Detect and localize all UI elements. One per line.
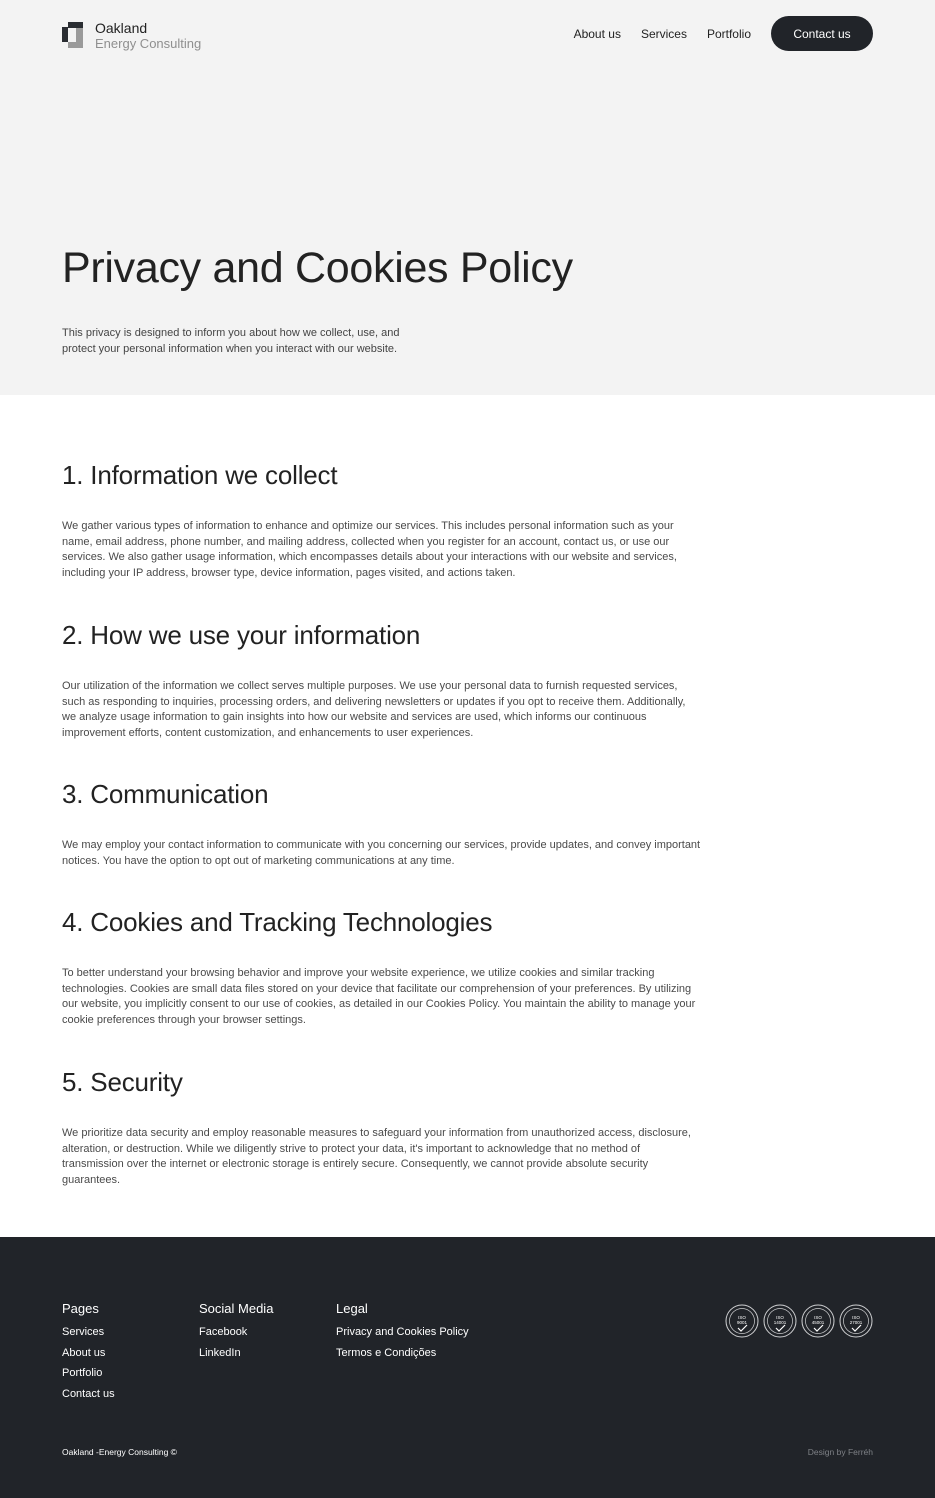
nav-portfolio[interactable]: Portfolio <box>706 26 751 41</box>
contact-us-button[interactable]: Contact us <box>771 16 873 51</box>
hero-section <box>0 0 935 395</box>
main-nav <box>574 16 873 51</box>
certification-badges <box>721 1304 873 1338</box>
footer-social-title: Social Media <box>199 1301 274 1316</box>
brand-name-line2: Energy Consulting <box>95 36 202 51</box>
section-body: To better understand your browsing behavior and improve your website experience, we utilize cookies and similar tracking technologies. Cookies are small data files stored on your device that facilitate our comprehension of your preferences. By utilizing our website, you implicitly consent to our use of cookies, as detailed in our Cookies Policy. You maintain the ability to manage your cookie preferences through your browser settings. <box>62 967 696 1026</box>
footer-legal <box>336 1301 469 1367</box>
footer-link-privacy[interactable]: Privacy and Cookies Policy <box>336 1326 469 1338</box>
footer-pages-title: Pages <box>62 1301 99 1316</box>
section-heading: 2. How we use your information <box>62 620 421 650</box>
section-security <box>62 1067 702 1188</box>
footer-pages <box>62 1301 115 1408</box>
iso-badge-icon <box>839 1304 873 1338</box>
svg-text:27001: 27001 <box>849 1320 863 1325</box>
brand-name-line1: Oakland <box>95 20 148 36</box>
section-heading: 3. Communication <box>62 779 269 809</box>
svg-text:9001: 9001 <box>736 1320 748 1325</box>
iso-badge-icon <box>801 1304 835 1338</box>
svg-text:ISO: ISO <box>852 1315 860 1320</box>
footer-link-facebook[interactable]: Facebook <box>199 1326 248 1338</box>
nav-about-us[interactable]: About us <box>573 26 621 41</box>
section-communication <box>62 779 702 869</box>
iso-badge-icon <box>725 1304 759 1338</box>
footer-social <box>199 1301 273 1367</box>
page-title: Privacy and Cookies Policy <box>62 244 573 292</box>
design-credit-link[interactable]: Design by Ferréh <box>807 1447 873 1457</box>
brand-logo[interactable] <box>62 20 201 52</box>
svg-text:45001: 45001 <box>811 1320 825 1325</box>
section-cookies <box>62 907 702 1028</box>
section-body: We prioritize data security and employ reasonable measures to safeguard your information from unauthorized access, disclosure, alteration, or destruction. While we diligently strive to protect your data, it's important to acknowledge that no method of transmission over the internet or electronic storage is entirely secure. Consequently, we cannot provide absolute security guarantees. <box>62 1127 691 1186</box>
section-body: We gather various types of information to enhance and optimize our services. This includes personal information such as your name, email address, phone number, and mailing address, collected when you register for an account, contact us, or use our services. We also gather usage information, which encompasses details about your interactions with our website and services, including your IP address, browser type, device information, pages visited, and actions taken. <box>62 520 677 579</box>
iso-badge-icon <box>763 1304 797 1338</box>
svg-text:ISO: ISO <box>814 1315 822 1320</box>
section-how-we-use <box>62 620 702 741</box>
site-footer <box>0 1237 935 1498</box>
footer-link-portfolio[interactable]: Portfolio <box>62 1367 103 1379</box>
section-heading: 4. Cookies and Tracking Technologies <box>62 907 493 937</box>
footer-legal-title: Legal <box>336 1301 368 1316</box>
section-body: Our utilization of the information we collect serves multiple purposes. We use your personal data to furnish requested services, such as responding to inquiries, processing orders, and delivering newsletters or updates if you opt to receive them. Additionally, we analyze usage information to gain insights into how our website and services are used, which informs our continuous improvement efforts, content customization, and enhancements to user experiences. <box>62 680 686 739</box>
brand-name <box>95 20 201 52</box>
svg-text:14001: 14001 <box>773 1320 787 1325</box>
footer-link-about-us[interactable]: About us <box>62 1346 106 1359</box>
footer-link-terms[interactable]: Termos e Condições <box>336 1346 437 1359</box>
nav-services[interactable]: Services <box>640 26 687 41</box>
logo-mark-icon <box>62 22 84 48</box>
section-body: We may employ your contact information to communicate with you concerning our services, provide updates, and convey important notices. You have the option to opt out of marketing communications at any time. <box>62 839 701 867</box>
svg-text:ISO: ISO <box>776 1315 784 1320</box>
footer-link-contact-us[interactable]: Contact us <box>62 1387 115 1400</box>
copyright-text: Oakland -Energy Consulting © <box>62 1447 177 1457</box>
section-information-we-collect <box>62 460 702 581</box>
section-heading: 5. Security <box>62 1067 183 1097</box>
intro-text: This privacy is designed to inform you about how we collect, use, and protect your personal information when you interact with our website. <box>62 327 400 355</box>
footer-link-services[interactable]: Services <box>62 1326 105 1338</box>
section-heading: 1. Information we collect <box>62 460 338 490</box>
svg-text:ISO: ISO <box>738 1315 746 1320</box>
footer-link-linkedin[interactable]: LinkedIn <box>199 1346 241 1359</box>
